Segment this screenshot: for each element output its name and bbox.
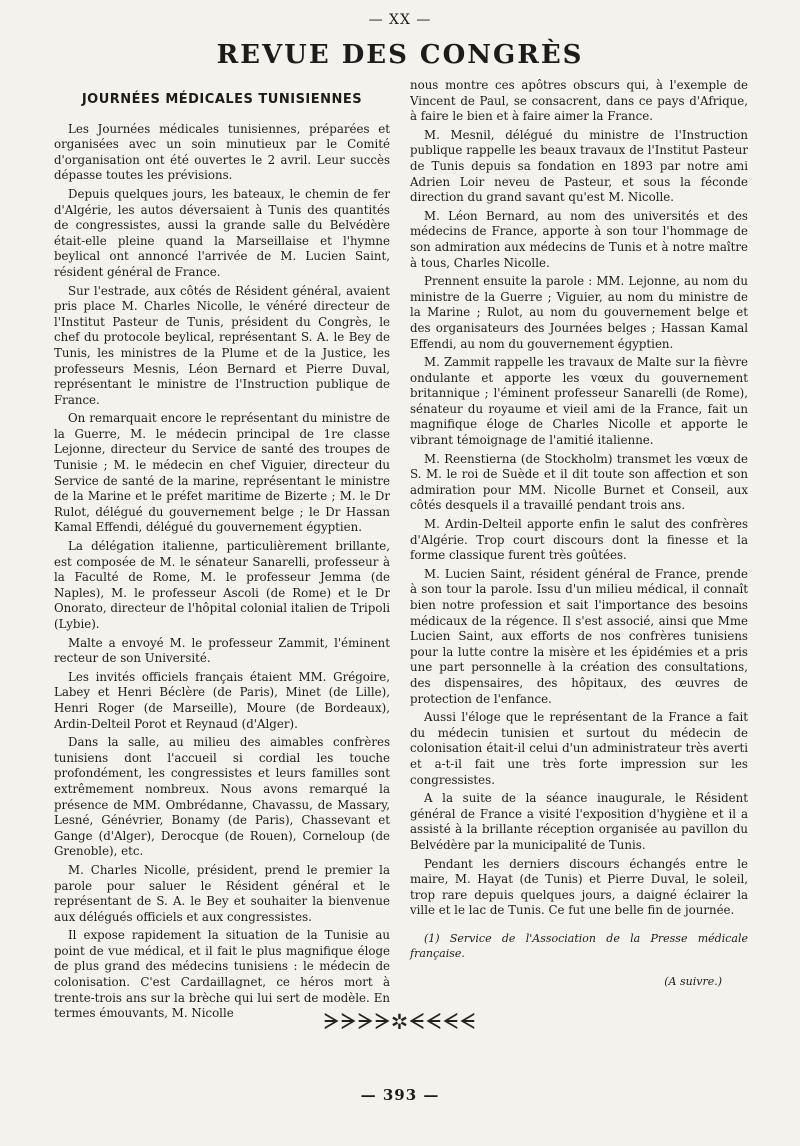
paragraph: M. Lucien Saint, résident général de France, prende à son tour la parole. Issu d'un milieu médical, il connaît bien notre profession et sait l'importance des besoins médicaux de la régence. Il s'est associé, ainsi que Mme Lucien Saint, aux efforts de nos confrères tunisiens pour la lutte contre la misère et les épidémies et a pris une part personnelle à la création des consultations, des dispensaires, des hôpitaux, des œuvres de protection de l'enfance. — [410, 566, 748, 706]
paragraph: Prennent ensuite la parole : MM. Lejonne, au nom du ministre de la Guerre ; Viguier, au nom du ministre de la Marine ; Rulot, au nom du gouvernement belge et des organisateurs des Journées belges ; Hassan Kamal Effendi, au nom du gouvernement égyptien. — [410, 274, 748, 351]
paragraph: M. Charles Nicolle, président, prend le premier la parole pour saluer le Résident général et le représentant de S. A. le Bey et souhaiter la bienvenue aux délégués officiels et aux congressistes. — [54, 862, 390, 924]
paragraph: Aussi l'éloge que le représentant de la France a fait du médecin tunisien et surtout du médecin de colonisation était-il celui d'un administrateur très averti et a-t-il fait une très forte impression sur les congressistes. — [410, 710, 748, 787]
page-title: REVUE DES CONGRÈS — [216, 40, 584, 70]
bottom-page-number: — 393 — — [360, 1086, 440, 1104]
paragraph: M. Reenstierna (de Stockholm) transmet les vœux de S. M. le roi de Suède et il dit toute son affection et son admiration pour MM. Nicolle Burnet et Conseil, aux côtés desquels il a travaillé pendant trois ans. — [410, 451, 748, 513]
paragraph: Depuis quelques jours, les bateaux, le chemin de fer d'Algérie, les autos déversaient à Tunis des quantités de congressistes, aussi la grande salle du Belvédère était-elle pleine quand la Marseillaise et l'hymne beylical ont annoncé l'arrivée de M. Lucien Saint, résident général de France. — [54, 186, 390, 279]
ornament-divider: ᗒᗒᗒᗒ✲ᗕᗕᗕᗕ — [323, 1010, 477, 1035]
paragraph: Les invités officiels français étaient MM. Grégoire, Labey et Henri Béclère (de Paris), Minet (de Lille), Henri Roger (de Marseille), Moure (de Bordeaux), Ardin-Delteil Porot et Reynaud (d'Alger). — [54, 669, 390, 731]
footnote: (1) Service de l'Association de la Presse médicale française. — [410, 931, 748, 961]
paragraph: M. Ardin-Delteil apporte enfin le salut des confrères d'Algérie. Trop court discours dont la finesse et la forme classique furent très goûtées. — [410, 517, 748, 563]
paragraph: M. Zammit rappelle les travaux de Malte sur la fièvre ondulante et apporte les vœux du gouvernement britannique ; l'éminent professeur Sanarelli (de Rome), sénateur du royaume et vieil ami de la France, fait un magnifique éloge de Charles Nicolle et apporte le vibrant témoignage de l'amitié italienne. — [410, 355, 748, 448]
paragraph: Sur l'estrade, aux côtés de Résident général, avaient pris place M. Charles Nicolle, le vénéré directeur de l'Institut Pasteur de Tunis, président du Congrès, le chef du protocole beylical, représentant S. A. le Bey de Tunis, les ministres de la Plume et de la Justice, les professeurs Mesnis, Léon Bernard et Pierre Duval, représentant le ministre de l'Instruction publique de France. — [54, 283, 390, 407]
left-column — [54, 92, 390, 1025]
paragraph: Pendant les derniers discours échangés entre le maire, M. Hayat (de Tunis) et Pierre Duval, le soleil, trop rare depuis quelques jours, a daigné éclairer la ville et le lac de Tunis. Ce fut une belle fin de journée. — [410, 856, 748, 918]
paragraph: Malte a envoyé M. le professeur Zammit, l'éminent recteur de son Université. — [54, 635, 390, 666]
right-column — [410, 78, 748, 990]
top-page-number: — XX — — [368, 12, 432, 28]
paragraph: A la suite de la séance inaugurale, le Résident général de France a visité l'exposition d'hygiène et il a assisté à la brillante réception organisée au pavillon du Belvédère par la municipalité de Tunis. — [410, 791, 748, 852]
paragraph: La délégation italienne, particulièrement brillante, est composée de M. le sénateur Sanarelli, professeur à la Faculté de Rome, M. le professeur Jemma (de Naples), M. le professeur Ascoli (de Rome) et le Dr Onorato, directeur de l'hôpital colonial italien de Tripoli (Lybie). — [54, 539, 390, 631]
paragraph: M. Mesnil, délégué du ministre de l'Instruction publique rappelle les beaux travaux de l'Institut Pasteur de Tunis depuis sa fondation en 1893 par notre ami Adrien Loir neveu de Pasteur, et sous la féconde direction du grand savant qu'est M. Nicolle. — [410, 127, 748, 205]
paragraph: Dans la salle, au milieu des aimables confrères tunisiens dont l'accueil si cordial les touche profondément, les congressistes et leurs familles sont extrêmement nombreux. Nous avons remarqué la présence de MM. Ombrédanne, Chavassu, de Massary, Lesné, Génévrier, Bonamy (de Paris), Chassevant et Gange (d'Alger), Derocque (de Rouen), Corneloup (de Grenoble), etc. — [54, 735, 390, 859]
paragraph: Il expose rapidement la situation de la Tunisie au point de vue médical, et il fait le plus magnifique éloge de plus grand des médecins tunisiens : le médecin de colonisation. C'est Cardaillagnet, ce héros mort à trente-trois ans sur la brèche qui lui sert de modèle. En termes émouvants, M. Nicolle — [54, 928, 390, 1021]
paragraph: On remarquait encore le représentant du ministre de la Guerre, M. le médecin principal de 1re classe Lejonne, directeur du Service de santé des troupes de Tunisie ; M. le médecin en chef Viguier, directeur du Service de santé de la marine, représentant le ministre de la Marine et le préfet maritime de Bizerte ; M. le Dr Rulot, délégué du gouvernement belge ; le Dr Hassan Kamal Effendi, délégué du gouvernement égyptien. — [54, 411, 390, 535]
section-heading: JOURNÉES MÉDICALES TUNISIENNES — [81, 92, 363, 107]
continuation-note: (A suivre.) — [664, 975, 722, 989]
paragraph: nous montre ces apôtres obscurs qui, à l'exemple de Vincent de Paul, se consacrent, dans ce pays d'Afrique, à faire le bien et à faire aimer la France. — [410, 78, 748, 124]
paragraph: Les Journées médicales tunisiennes, préparées et organisées avec un soin minutieux par le Comité d'organisation ont été ouvertes le 2 avril. Leur succès dépasse toutes les prévisions. — [54, 121, 390, 183]
paragraph: M. Léon Bernard, au nom des universités et des médecins de France, apporte à son tour l'hommage de son admiration aux médecins de Tunis et à notre maître à tous, Charles Nicolle. — [410, 208, 748, 270]
